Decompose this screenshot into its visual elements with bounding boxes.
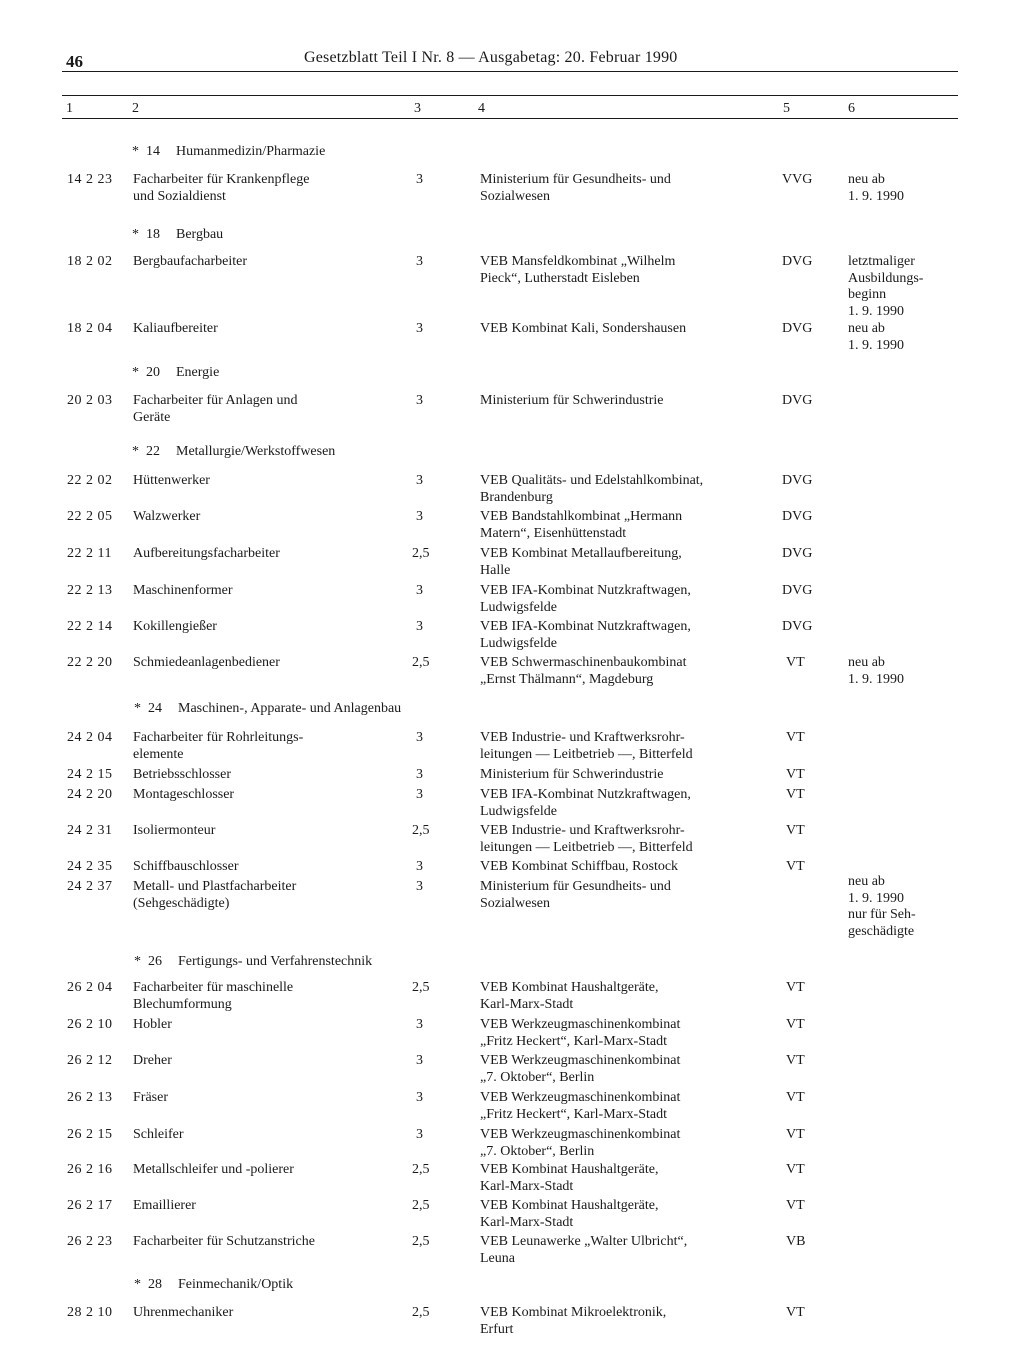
remark-text: neu ab [848, 172, 885, 187]
responsible-body: VEB Werkzeugmaschinenkombinat [480, 1127, 681, 1142]
responsible-body: Ludwigsfelde [480, 600, 557, 615]
training-duration: 2,5 [412, 1234, 430, 1249]
occupation-code: 28 2 10 [67, 1305, 113, 1320]
training-duration: 3 [416, 859, 423, 874]
section-number: 24 [148, 701, 162, 716]
column-header-rule [62, 118, 958, 119]
occupation-name: Emaillierer [133, 1198, 196, 1213]
header-rule [62, 71, 958, 72]
occupation-code: 22 2 02 [67, 473, 113, 488]
category-code: DVG [782, 321, 813, 336]
responsible-body: Ministerium für Schwerindustrie [480, 767, 664, 782]
section-title: Bergbau [176, 227, 224, 242]
occupation-name: Bergbaufacharbeiter [133, 254, 248, 269]
column-header-3: 3 [414, 101, 421, 116]
responsible-body: „Fritz Heckert“, Karl-Marx-Stadt [480, 1034, 667, 1049]
occupation-name: und Sozialdienst [133, 189, 226, 204]
occupation-name: Facharbeiter für Schutzanstriche [133, 1234, 315, 1249]
occupation-name: Kaliaufbereiter [133, 321, 218, 336]
occupation-name: elemente [133, 747, 184, 762]
section-title: Metallurgie/Werkstoffwesen [176, 444, 336, 459]
responsible-body: Ministerium für Schwerindustrie [480, 393, 664, 408]
occupation-code: 24 2 20 [67, 787, 113, 802]
column-header-4: 4 [478, 101, 485, 116]
section-title: Maschinen-, Apparate- und Anlagenbau [178, 701, 402, 716]
training-duration: 2,5 [412, 655, 430, 670]
occupation-code: 26 2 10 [67, 1017, 113, 1032]
section-heading [132, 444, 335, 460]
responsible-body: VEB Kombinat Kali, Sondershausen [480, 321, 687, 336]
occupation-name: Kokillengießer [133, 619, 217, 634]
section-marker: * [132, 227, 139, 242]
occupation-name: Facharbeiter für Krankenpflege [133, 172, 310, 187]
responsible-body: VEB Leunawerke „Walter Ulbricht“, [480, 1234, 688, 1249]
responsible-body: Halle [480, 563, 511, 578]
occupation-name: Montageschlosser [133, 787, 235, 802]
occupation-code: 26 2 12 [67, 1053, 113, 1068]
occupation-name: Facharbeiter für maschinelle [133, 980, 294, 995]
category-code: DVG [782, 254, 813, 269]
section-heading [134, 701, 401, 717]
occupation-name: Geräte [133, 410, 171, 425]
responsible-body: VEB IFA-Kombinat Nutzkraftwagen, [480, 583, 691, 598]
training-duration: 3 [416, 1017, 423, 1032]
training-duration: 3 [416, 1090, 423, 1105]
occupation-name: Betriebsschlosser [133, 767, 231, 782]
section-heading [132, 144, 325, 160]
training-duration: 3 [416, 619, 423, 634]
category-code: VT [786, 1305, 805, 1320]
responsible-body: VEB Kombinat Haushaltgeräte, [480, 980, 659, 995]
section-number: 26 [148, 954, 162, 969]
section-marker: * [132, 144, 139, 159]
training-duration: 3 [416, 1053, 423, 1068]
occupation-name: Metallschleifer und -polierer [133, 1162, 294, 1177]
section-title: Energie [176, 365, 220, 380]
training-duration: 2,5 [412, 823, 430, 838]
training-duration: 3 [416, 172, 423, 187]
training-duration: 3 [416, 767, 423, 782]
responsible-body: VEB Kombinat Haushaltgeräte, [480, 1162, 659, 1177]
category-code: VT [786, 1053, 805, 1068]
training-duration: 3 [416, 879, 423, 894]
responsible-body: „Fritz Heckert“, Karl-Marx-Stadt [480, 1107, 667, 1122]
training-duration: 3 [416, 1127, 423, 1142]
section-title: Feinmechanik/Optik [178, 1277, 294, 1292]
category-code: VT [786, 980, 805, 995]
training-duration: 2,5 [412, 1305, 430, 1320]
occupation-code: 14 2 23 [67, 172, 113, 187]
section-marker: * [134, 954, 141, 969]
training-duration: 3 [416, 730, 423, 745]
responsible-body: Sozialwesen [480, 189, 550, 204]
column-header-5: 5 [783, 101, 790, 116]
occupation-code: 24 2 31 [67, 823, 113, 838]
training-duration: 2,5 [412, 546, 430, 561]
section-number: 28 [148, 1277, 162, 1292]
category-code: VT [786, 859, 805, 874]
occupation-code: 24 2 15 [67, 767, 113, 782]
occupation-name: Fräser [133, 1090, 168, 1105]
training-duration: 3 [416, 473, 423, 488]
responsible-body: Sozialwesen [480, 896, 550, 911]
responsible-body: VEB Kombinat Metallaufbereitung, [480, 546, 682, 561]
section-marker: * [132, 365, 139, 380]
category-code: VT [786, 1162, 805, 1177]
occupation-name: Maschinenformer [133, 583, 233, 598]
occupation-code: 26 2 15 [67, 1127, 113, 1142]
remark-text: beginn [848, 287, 887, 302]
occupation-code: 22 2 05 [67, 509, 113, 524]
responsible-body: „Ernst Thälmann“, Magdeburg [480, 672, 654, 687]
training-duration: 3 [416, 254, 423, 269]
category-code: VT [786, 1198, 805, 1213]
responsible-body: Karl-Marx-Stadt [480, 1179, 574, 1194]
page-title: Gesetzblatt Teil I Nr. 8 — Ausgabetag: 20. Februar 1990 [304, 49, 678, 66]
responsible-body: Ministerium für Gesundheits- und [480, 172, 671, 187]
category-code: VT [786, 730, 805, 745]
training-duration: 2,5 [412, 1162, 430, 1177]
responsible-body: VEB Mansfeldkombinat „Wilhelm [480, 254, 676, 269]
responsible-body: Brandenburg [480, 490, 553, 505]
responsible-body: VEB Qualitäts- und Edelstahlkombinat, [480, 473, 704, 488]
section-heading [132, 365, 219, 381]
responsible-body: VEB Kombinat Mikroelektronik, [480, 1305, 667, 1320]
occupation-code: 26 2 17 [67, 1198, 113, 1213]
training-duration: 3 [416, 509, 423, 524]
remark-text: Ausbildungs- [848, 270, 924, 286]
occupation-code: 22 2 11 [67, 546, 112, 561]
responsible-body: Karl-Marx-Stadt [480, 997, 574, 1012]
training-duration: 3 [416, 321, 423, 336]
category-code: DVG [782, 546, 813, 561]
responsible-body: Ludwigsfelde [480, 636, 557, 651]
category-code: VT [786, 767, 805, 782]
remark-text: neu ab [848, 321, 885, 336]
occupation-name: Metall- und Plastfacharbeiter [133, 879, 297, 894]
section-number: 22 [146, 444, 160, 459]
occupation-code: 24 2 04 [67, 730, 113, 745]
responsible-body: VEB Werkzeugmaschinenkombinat [480, 1017, 681, 1032]
occupation-code: 20 2 03 [67, 393, 113, 408]
occupation-name: Hobler [133, 1017, 172, 1032]
responsible-body: Matern“, Eisenhüttenstadt [480, 526, 627, 541]
column-header-1: 1 [66, 101, 73, 116]
section-marker: * [132, 444, 139, 459]
section-marker: * [134, 701, 141, 716]
occupation-code: 22 2 13 [67, 583, 113, 598]
responsible-body: Pieck“, Lutherstadt Eisleben [480, 271, 640, 286]
responsible-body: VEB Schwermaschinenbaukombinat [480, 655, 687, 670]
remark-text: 1. 9. 1990 [848, 337, 904, 353]
occupation-code: 18 2 02 [67, 254, 113, 269]
responsible-body: VEB Werkzeugmaschinenkombinat [480, 1090, 681, 1105]
training-duration: 2,5 [412, 1198, 430, 1213]
responsible-body: Karl-Marx-Stadt [480, 1215, 574, 1230]
occupation-name: Uhrenmechaniker [133, 1305, 234, 1320]
section-number: 20 [146, 365, 160, 380]
responsible-body: VEB Bandstahlkombinat „Hermann [480, 509, 683, 524]
section-heading [134, 1277, 293, 1293]
remark-text: 1. 9. 1990 [848, 671, 904, 687]
training-duration: 3 [416, 787, 423, 802]
occupation-code: 24 2 35 [67, 859, 113, 874]
occupation-name: Walzwerker [133, 509, 201, 524]
responsible-body: Leuna [480, 1251, 515, 1266]
responsible-body: leitungen — Leitbetrieb —, Bitterfeld [480, 747, 693, 762]
occupation-name: Schiffbauschlosser [133, 859, 239, 874]
occupation-code: 26 2 16 [67, 1162, 113, 1177]
section-marker: * [134, 1277, 141, 1292]
responsible-body: Erfurt [480, 1322, 514, 1337]
category-code: VT [786, 823, 805, 838]
training-duration: 3 [416, 583, 423, 598]
occupation-name: Dreher [133, 1053, 172, 1068]
responsible-body: Ludwigsfelde [480, 804, 557, 819]
responsible-body: VEB Kombinat Schiffbau, Rostock [480, 859, 679, 874]
section-title: Fertigungs- und Verfahrenstechnik [178, 954, 373, 969]
section-heading [134, 954, 372, 970]
remark-text: neu ab [848, 655, 885, 670]
category-code: VT [786, 1090, 805, 1105]
remark-text: letztmaliger [848, 254, 915, 269]
occupation-name: Facharbeiter für Anlagen und [133, 393, 298, 408]
category-code: VT [786, 1017, 805, 1032]
category-code: DVG [782, 619, 813, 634]
remark-text: 1. 9. 1990 [848, 188, 904, 204]
responsible-body: Ministerium für Gesundheits- und [480, 879, 671, 894]
remark-text: nur für Seh- [848, 907, 916, 922]
occupation-code: 26 2 23 [67, 1234, 113, 1249]
category-code: VT [786, 787, 805, 802]
occupation-code: 18 2 04 [67, 321, 113, 336]
section-number: 14 [146, 144, 160, 159]
occupation-code: 26 2 04 [67, 980, 113, 995]
training-duration: 3 [416, 393, 423, 408]
category-code: VT [786, 1127, 805, 1142]
remark-text: 1. 9. 1990 [848, 890, 904, 906]
occupation-name: (Sehgeschädigte) [133, 896, 230, 911]
remark-text: 1. 9. 1990 [848, 303, 904, 319]
occupation-code: 24 2 37 [67, 879, 113, 894]
occupation-code: 22 2 14 [67, 619, 113, 634]
table-top-rule [62, 95, 958, 96]
responsible-body: VEB Industrie- und Kraftwerksrohr- [480, 730, 685, 745]
occupation-code: 26 2 13 [67, 1090, 113, 1105]
column-header-2: 2 [132, 101, 139, 116]
category-code: VB [786, 1234, 806, 1249]
occupation-code: 22 2 20 [67, 655, 113, 670]
column-header-6: 6 [848, 101, 855, 116]
training-duration: 2,5 [412, 980, 430, 995]
category-code: DVG [782, 583, 813, 598]
remark-text: neu ab [848, 874, 885, 889]
category-code: DVG [782, 473, 813, 488]
responsible-body: VEB IFA-Kombinat Nutzkraftwagen, [480, 787, 691, 802]
remark-text: geschädigte [848, 923, 915, 939]
responsible-body: „7. Oktober“, Berlin [480, 1070, 595, 1085]
category-code: DVG [782, 393, 813, 408]
responsible-body: leitungen — Leitbetrieb —, Bitterfeld [480, 840, 693, 855]
occupation-name: Hüttenwerker [133, 473, 210, 488]
category-code: DVG [782, 509, 813, 524]
responsible-body: „7. Oktober“, Berlin [480, 1144, 595, 1159]
occupation-name: Facharbeiter für Rohrleitungs- [133, 730, 304, 745]
page-number: 46 [66, 52, 83, 71]
section-heading [132, 227, 223, 243]
category-code: VVG [782, 172, 813, 187]
occupation-name: Schmiedeanlagenbediener [133, 655, 280, 670]
occupation-name: Aufbereitungsfacharbeiter [133, 546, 280, 561]
occupation-name: Blechumformung [133, 997, 232, 1012]
occupation-name: Isoliermonteur [133, 823, 216, 838]
section-title: Humanmedizin/Pharmazie [176, 144, 326, 159]
responsible-body: VEB Industrie- und Kraftwerksrohr- [480, 823, 685, 838]
responsible-body: VEB Kombinat Haushaltgeräte, [480, 1198, 659, 1213]
category-code: VT [786, 655, 805, 670]
responsible-body: VEB IFA-Kombinat Nutzkraftwagen, [480, 619, 691, 634]
responsible-body: VEB Werkzeugmaschinenkombinat [480, 1053, 681, 1068]
section-number: 18 [146, 227, 160, 242]
occupation-name: Schleifer [133, 1127, 184, 1142]
